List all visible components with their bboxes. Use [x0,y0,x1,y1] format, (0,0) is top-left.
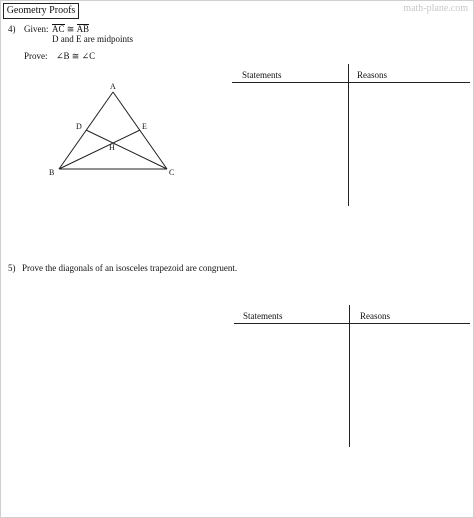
midpoint-label-d: D [76,122,82,131]
segment-ab: AB [76,24,90,34]
intersection-label-h: H [109,143,115,152]
table-4-column-divider [348,64,349,206]
vertex-label-c: C [169,168,175,177]
given-midpoints: D and E are midpoints [52,34,133,44]
prove-statement: ∠B ≅ ∠C [56,51,96,61]
problem-5-prompt: Prove the diagonals of an isosceles trapezoid are congruent. [22,263,238,273]
table-5-column-divider [349,305,350,447]
table-4-header-rule [232,82,470,83]
midpoint-label-e: E [142,122,147,131]
problem-5-number: 5) [8,263,16,273]
segment-cd-line [86,130,167,169]
congruent-symbol: ≅ [66,24,75,34]
watermark: math-plane.com [403,3,468,14]
reasons-header-5: Reasons [360,311,390,321]
vertex-label-a: A [110,82,116,91]
given-label: Given: [24,24,49,34]
vertex-label-b: B [49,168,55,177]
problem-4-number: 4) [8,24,16,34]
segment-ac: AC [52,24,65,34]
statements-header-4: Statements [242,70,282,80]
reasons-header-4: Reasons [357,70,387,80]
table-5-header-rule [234,323,470,324]
prove-label: Prove: [24,51,48,61]
statements-header-5: Statements [243,311,283,321]
worksheet-title: Geometry Proofs [3,3,79,19]
segment-be-line [59,130,140,169]
